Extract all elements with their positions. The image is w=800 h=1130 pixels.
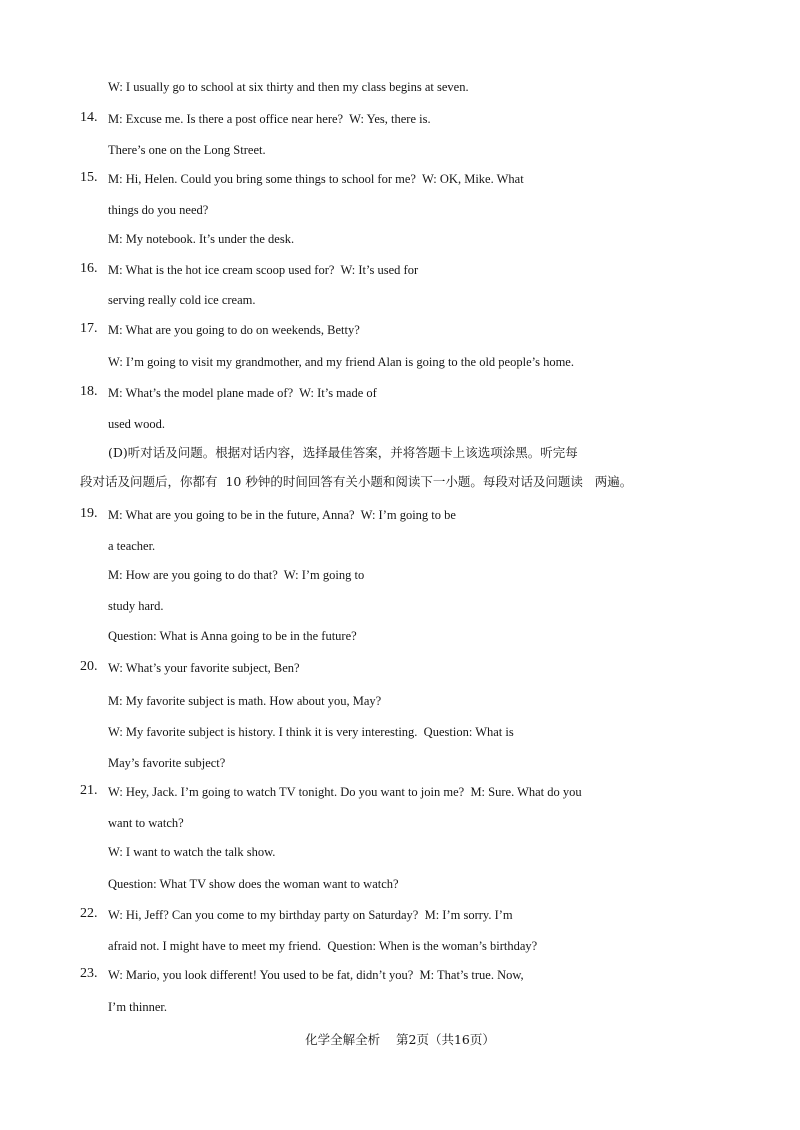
transcript-line: study hard.	[108, 599, 164, 613]
item-number: 20.	[80, 659, 98, 674]
transcript-line: M: What are you going to be in the future, Anna? W: I’m going to be	[108, 508, 456, 522]
transcript-line: W: Hey, Jack. I’m going to watch TV tonight. Do you want to join me? M: Sure. What do you	[108, 785, 582, 799]
transcript-line: M: What are you going to do on weekends, Betty?	[108, 323, 360, 337]
section-d-instructions: (D)听对话及问题。根据对话内容，选择最佳答案，并将答题卡上该选项涂黑。听完每	[108, 445, 578, 460]
item-number: 21.	[80, 783, 98, 798]
transcript-line: M: My favorite subject is math. How about you, May?	[108, 694, 382, 708]
transcript-line: W: Mario, you look different! You used to be fat, didn’t you? M: That’s true. Now,	[108, 968, 524, 982]
transcript-line: W: Hi, Jeff? Can you come to my birthday party on Saturday? M: I’m sorry. I’m	[108, 908, 513, 922]
item-number: 14.	[80, 110, 98, 125]
item-number: 17.	[80, 321, 98, 336]
transcript-line: serving really cold ice cream.	[108, 293, 256, 307]
transcript-line: M: How are you going to do that? W: I’m going to	[108, 568, 365, 582]
item-number: 16.	[80, 261, 98, 276]
page-footer: 化学全解全析 第2页（共16页）	[305, 1032, 495, 1047]
transcript-line: want to watch?	[108, 816, 184, 830]
transcript-line: M: My notebook. It’s under the desk.	[108, 232, 295, 246]
transcript-line: I’m thinner.	[108, 1000, 168, 1014]
transcript-line: afraid not. I might have to meet my friend. Question: When is the woman’s birthday?	[108, 939, 538, 953]
transcript-line: things do you need?	[108, 203, 209, 217]
transcript-line: May’s favorite subject?	[108, 756, 226, 770]
section-d-instructions: 段对话及问题后，你都有 10 秒钟的时间回答有关小题和阅读下一小题。每段对话及问题读 两遍。	[80, 474, 633, 489]
item-number: 15.	[80, 170, 98, 185]
item-number: 22.	[80, 906, 98, 921]
transcript-line: W: What’s your favorite subject, Ben?	[108, 661, 300, 675]
transcript-line: M: What’s the model plane made of? W: It’s made of	[108, 386, 377, 400]
transcript-line: M: Hi, Helen. Could you bring some things to school for me? W: OK, Mike. What	[108, 172, 524, 186]
transcript-line: used wood.	[108, 417, 165, 431]
transcript-line: Question: What is Anna going to be in the future?	[108, 629, 357, 643]
transcript-line: W: I’m going to visit my grandmother, and my friend Alan is going to the old people’s home.	[108, 355, 574, 369]
transcript-line: W: I want to watch the talk show.	[108, 845, 276, 859]
transcript-line: M: Excuse me. Is there a post office near here? W: Yes, there is.	[108, 112, 431, 126]
item-number: 18.	[80, 384, 98, 399]
transcript-line: a teacher.	[108, 539, 156, 553]
item-number: 23.	[80, 966, 98, 981]
transcript-line: W: My favorite subject is history. I think it is very interesting. Question: What is	[108, 725, 514, 739]
item-number: 19.	[80, 506, 98, 521]
transcript-line: Question: What TV show does the woman want to watch?	[108, 877, 399, 891]
transcript-line: W: I usually go to school at six thirty and then my class begins at seven.	[108, 80, 469, 94]
transcript-line: M: What is the hot ice cream scoop used for? W: It’s used for	[108, 263, 419, 277]
transcript-line: There’s one on the Long Street.	[108, 143, 266, 157]
